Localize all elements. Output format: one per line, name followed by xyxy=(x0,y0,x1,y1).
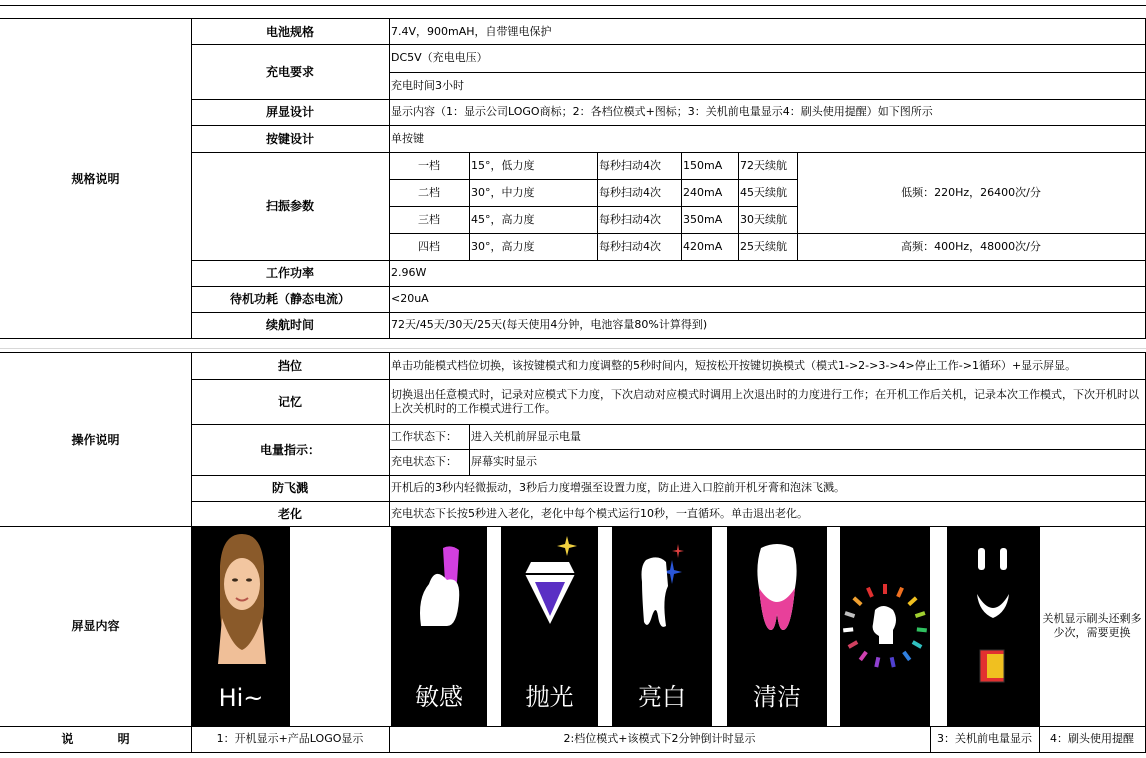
sweep-angle-1: 15°，低力度 xyxy=(469,152,598,180)
sweep-label: 扫振参数 xyxy=(191,152,390,261)
countdown-ring-icon xyxy=(840,526,930,726)
spec-section-title: 规格说明 xyxy=(0,18,192,339)
charging-label: 充电要求 xyxy=(191,44,390,100)
sweep-gear-4: 四档 xyxy=(389,233,470,261)
legend-caption-3: 3：关机前电量显示 xyxy=(930,726,1040,753)
screen-design-value: 显示内容（1：显示公司LOGO商标；2：各档位模式+图标；3：关机前电量显示4：刷头使用提醒）如下图所示 xyxy=(389,99,1146,126)
memory-label: 记忆 xyxy=(191,379,390,425)
sweep-gear-1: 一档 xyxy=(389,152,470,180)
button-design-value: 单按键 xyxy=(389,125,1146,153)
sweep-freq-1: 每秒扫动4次 xyxy=(597,152,682,180)
screen-mode-whitening xyxy=(612,526,712,726)
standby-value: <20uA xyxy=(389,286,1146,313)
splash-value: 开机后的3秒内轻微振动，3秒后力度增强至设置力度，防止进入口腔前开机牙膏和泡沫飞溅。 xyxy=(389,475,1146,502)
sweep-angle-3: 45°，高力度 xyxy=(469,206,598,234)
sweep-current-1: 150mA xyxy=(681,152,739,180)
sweep-life-1: 72天续航 xyxy=(738,152,798,180)
sweep-current-2: 240mA xyxy=(681,179,739,207)
mode-whitening-caption: 亮白 xyxy=(638,683,686,711)
screen-design-label: 屏显设计 xyxy=(191,99,390,126)
diamond-icon xyxy=(501,526,598,656)
legend-label: 说 明 xyxy=(0,726,192,753)
sweep-current-4: 420mA xyxy=(681,233,739,261)
sweep-angle-4: 30°，高力度 xyxy=(469,233,598,261)
battery-indicator-label: 电量指示： xyxy=(191,424,390,476)
sweep-life-3: 30天续航 xyxy=(738,206,798,234)
sweep-gear-3: 三档 xyxy=(389,206,470,234)
mode-polish-caption: 抛光 xyxy=(525,683,574,711)
battery-value: 7.4V，900mAH，自带锂电保护 xyxy=(389,18,1146,45)
power-label: 工作功率 xyxy=(191,260,390,287)
sweep-current-3: 350mA xyxy=(681,206,739,234)
woman-face-icon xyxy=(192,526,290,666)
legend-caption-1: 1：开机显示+产品LOGO显示 xyxy=(191,726,390,753)
sweep-low-frequency: 低频：220Hz，26400次/分 xyxy=(797,152,1146,234)
mode-clean-caption: 清洁 xyxy=(753,683,801,711)
button-design-label: 按键设计 xyxy=(191,125,390,153)
endurance-value: 72天/45天/30天/25天(每天使用4分钟，电池容量80%计算得到) xyxy=(389,312,1146,339)
sweep-gear-2: 二档 xyxy=(389,179,470,207)
sweep-freq-3: 每秒扫动4次 xyxy=(597,206,682,234)
screen-mode-clean xyxy=(727,526,827,726)
sweep-freq-2: 每秒扫动4次 xyxy=(597,179,682,207)
legend-caption-2: 2:档位模式+该模式下2分钟倒计时显示 xyxy=(389,726,931,753)
sweep-freq-4: 每秒扫动4次 xyxy=(597,233,682,261)
clean-tooth-icon xyxy=(727,526,827,656)
standby-label: 待机功耗（静态电流） xyxy=(191,286,390,313)
charging-value-2: 充电时间3小时 xyxy=(389,72,1146,100)
charging-state-key: 充电状态下： xyxy=(389,449,470,476)
legend-caption-4: 4：刷头使用提醒 xyxy=(1039,726,1146,753)
gear-value: 单击功能模式档位切换，该按键模式和力度调整的5秒时间内，短按松开按键切换模式（模式1->2->3->4>停止工作->1循环）+显示屏显。 xyxy=(389,352,1146,380)
memory-value: 切换退出任意模式时，记录对应模式下力度，下次启动对应模式时调用上次退出时的力度进行工作；在开机工作后关机，记录本次工作模式，下次开机时以上次关机时的工作模式进行工作。 xyxy=(389,379,1146,425)
sweep-life-4: 25天续航 xyxy=(738,233,798,261)
power-value: 2.96W xyxy=(389,260,1146,287)
sensitive-tooth-icon xyxy=(391,526,487,656)
screen-countdown xyxy=(840,526,930,726)
endurance-label: 续航时间 xyxy=(191,312,390,339)
mode-sensitive-caption: 敏感 xyxy=(415,683,463,711)
sweep-life-2: 45天续航 xyxy=(738,179,798,207)
bright-tooth-icon xyxy=(612,526,712,656)
sweep-angle-2: 30°，中力度 xyxy=(469,179,598,207)
aging-value: 充电状态下长按5秒进入老化，老化中每个模式运行10秒，一直循环。单击退出老化。 xyxy=(389,501,1146,527)
screen-mode-polish xyxy=(501,526,598,726)
splash-label: 防飞溅 xyxy=(191,475,390,502)
charging-value-1: DC5V（充电电压） xyxy=(389,44,1146,73)
working-state-value: 进入关机前屏显示电量 xyxy=(469,424,1146,450)
op-section-title: 操作说明 xyxy=(0,352,192,527)
hi-caption: Hi~ xyxy=(218,684,264,712)
working-state-key: 工作状态下： xyxy=(389,424,470,450)
brush-head-note: 关机显示刷头还剩多少次，需要更换 xyxy=(1039,526,1146,727)
charging-state-value: 屏幕实时显示 xyxy=(469,449,1146,476)
battery-label: 电池规格 xyxy=(191,18,390,45)
gear-label: 挡位 xyxy=(191,352,390,380)
smiley-battery-icon xyxy=(947,526,1039,726)
screen-battery xyxy=(947,526,1039,726)
display-section-title: 屏显内容 xyxy=(0,526,192,727)
screen-mode-sensitive xyxy=(391,526,487,726)
aging-label: 老化 xyxy=(191,501,390,527)
sweep-high-frequency: 高频：400Hz，48000次/分 xyxy=(797,233,1146,261)
screen-hi xyxy=(192,526,290,726)
